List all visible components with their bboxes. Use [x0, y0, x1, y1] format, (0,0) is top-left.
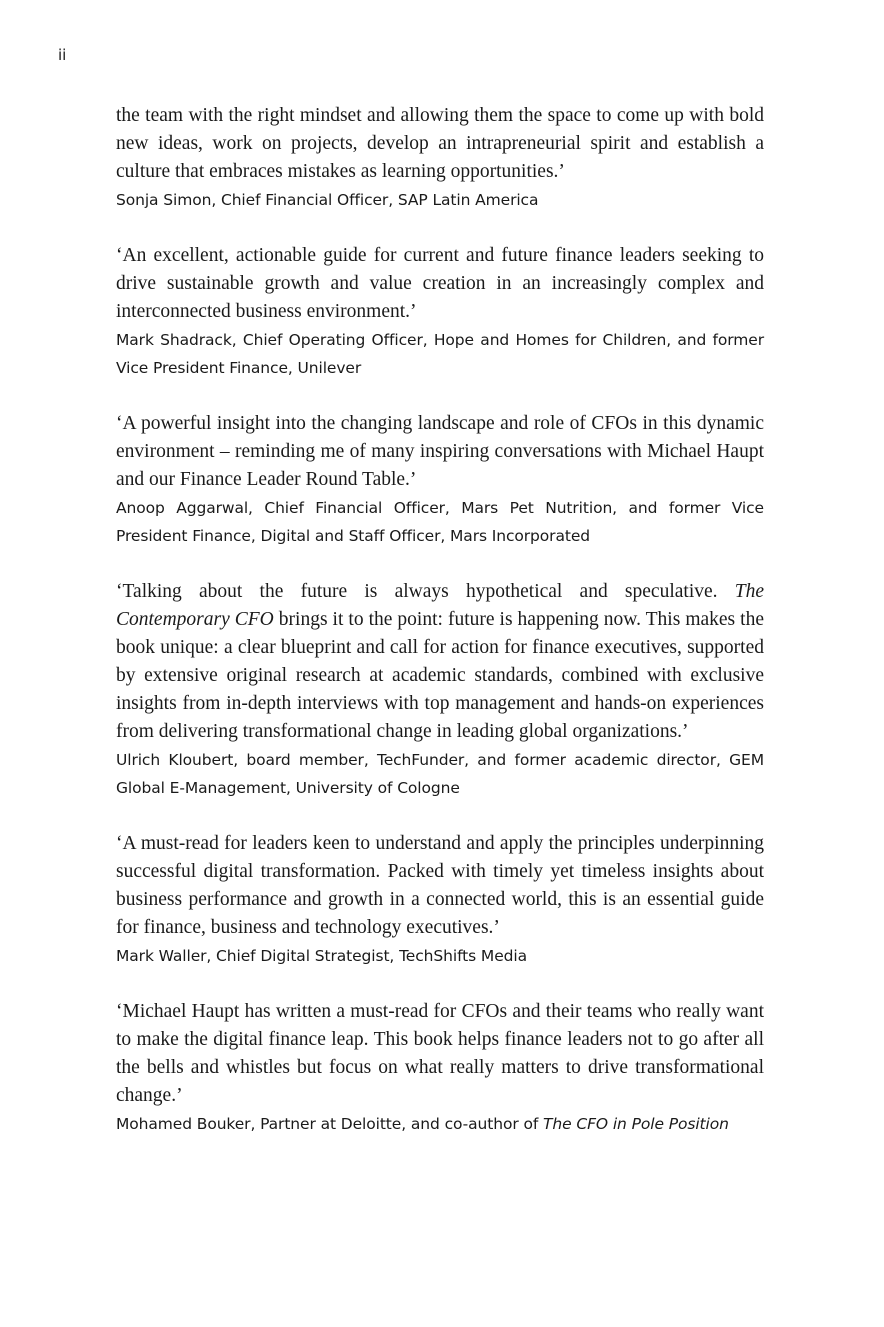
endorsement-attribution: Mark Waller, Chief Digital Strategist, TechShifts Media — [116, 947, 527, 965]
quote-text: ‘Talking about the future is always hypothetical and speculative. — [116, 581, 735, 602]
endorsement-quote — [116, 578, 764, 746]
endorsement-attribution: Anoop Aggarwal, Chief Financial Officer, Mars Pet Nutrition, and former Vice President Finance, Digital and Staff Officer, Mars Incorporated — [116, 499, 764, 545]
endorsement — [116, 830, 764, 970]
book-title: The CFO in Pole Position — [543, 1115, 729, 1133]
endorsement-attribution: Ulrich Kloubert, board member, TechFunder, and former academic director, GEM Global E-Management, University of Cologne — [116, 751, 764, 797]
endorsement — [116, 242, 764, 382]
endorsement-quote: ‘An excellent, actionable guide for current and future finance leaders seeking to drive sustainable growth and value creation in an increasingly complex and interconnected business environment.’ — [116, 245, 764, 322]
endorsement — [116, 578, 764, 802]
endorsement-quote: ‘A must-read for leaders keen to understand and apply the principles underpinning successful digital transformation. Packed with timely yet timeless insights about business performance and growth in a connected world, this is an essential guide for finance, business and technology executives.’ — [116, 833, 764, 938]
endorsement — [116, 102, 764, 214]
endorsements-list — [116, 102, 764, 1166]
page-number: ii — [58, 46, 67, 64]
endorsement-quote: ‘Michael Haupt has written a must-read for CFOs and their teams who really want to make the digital finance leap. This book helps finance leaders not to go after all the bells and whistles but focus on what really matters to drive transformational change.’ — [116, 1001, 764, 1106]
book-title: The Contemporary CFO — [116, 581, 764, 630]
endorsement — [116, 998, 764, 1138]
endorsement-attribution — [116, 1110, 764, 1138]
endorsement-quote: ‘A powerful insight into the changing landscape and role of CFOs in this dynamic environment – reminding me of many inspiring conversations with Michael Haupt and our Finance Leader Round Table.’ — [116, 413, 764, 490]
endorsement — [116, 410, 764, 550]
attribution-text: Mohamed Bouker, Partner at Deloitte, and co-author of — [116, 1115, 544, 1133]
endorsement-attribution: Mark Shadrack, Chief Operating Officer, Hope and Homes for Children, and former Vice President Finance, Unilever — [116, 331, 764, 377]
endorsement-attribution: Sonja Simon, Chief Financial Officer, SAP Latin America — [116, 191, 539, 209]
endorsement-quote: the team with the right mindset and allowing them the space to come up with bold new ideas, work on projects, develop an intrapreneurial spirit and establish a culture that embraces mistakes as learning opportunities.’ — [116, 105, 764, 182]
quote-text: brings it to the point: future is happening now. This makes the book unique: a clear blueprint and call for action for finance executives, supported by extensive original research at academic standards, combined with exclusive insights from in-depth interviews with top management and hands-on experiences from delivering transformational change in leading global organizations.’ — [116, 609, 764, 742]
